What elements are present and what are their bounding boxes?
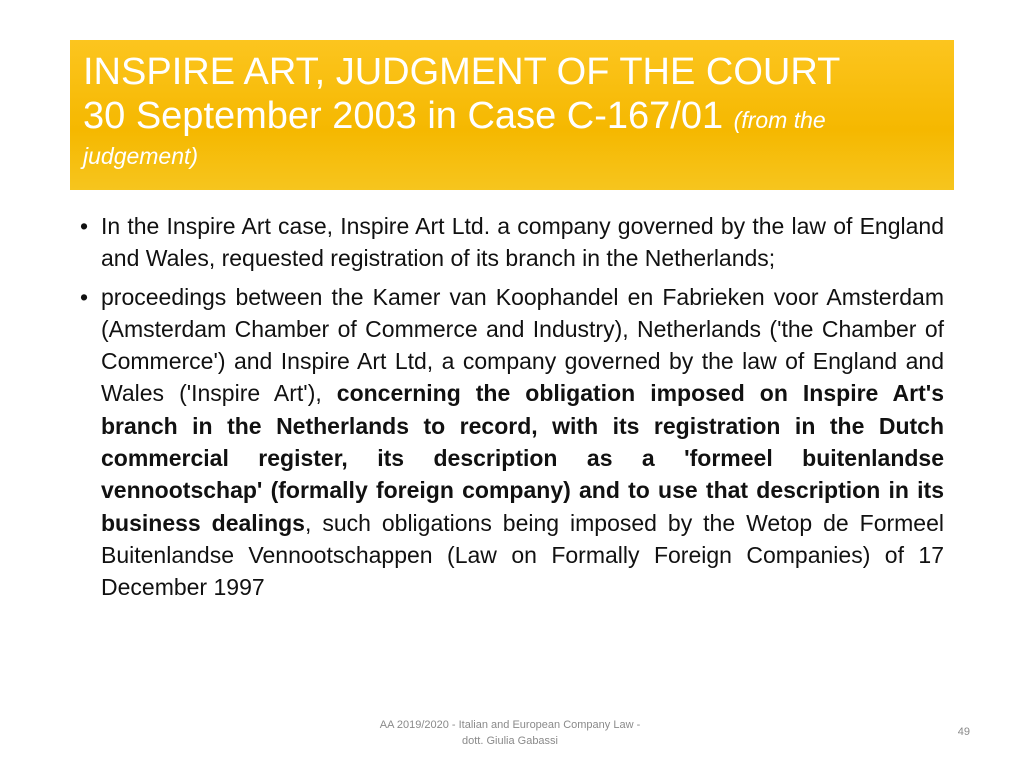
slide-content [78,210,944,610]
bullet-dot-icon: • [80,213,89,239]
footer-line-2: dott. Giulia Gabassi [462,735,558,747]
bullet-text-2-start: proceedings between the Kamer van Koophandel en Fabrieken voor Amsterdam (Amsterdam Chamber of Commerce and Industry), Netherlands ('the Chamber of Commerce') and Inspire Art Ltd, a company governed by the law of England and Wales ('Inspire Art'), [101,283,944,407]
bullet-text-2-bold: concerning the obligation imposed on Inspire Art's branch in the Netherlands to record, with its registration in the Dutch commercial register, its description as a 'formeel buitenlandse vennootschap' (formally foreign company) and to use that description in its business dealings [101,380,944,536]
bullet-item-1 [78,210,944,275]
title-line-2 [83,94,942,138]
footer-line-1: AA 2019/2020 - Italian and European Company Law - [379,719,641,731]
bullet-dot-icon: • [80,283,89,310]
footer-course-info [330,717,690,749]
title-date-case: 30 September 2003 in Case C-167/01 [83,95,724,137]
title-source-note-b: judgement) [83,143,199,169]
page-number: 49 [957,726,970,738]
title-box [70,40,954,190]
bullet-text-1: In the Inspire Art case, Inspire Art Ltd. a company governed by the law of England and Wales, requested registration of its branch in the Netherlands; [101,213,944,272]
title-line-1: INSPIRE ART, JUDGMENT OF THE COURT [83,51,841,93]
bullet-text-2-end: , such obligations being imposed by the Wetop de Formeel Buitenlandse Vennootschappen (Law on Formally Foreign Companies) of 17 December 1997 [101,509,944,601]
title-source-note-a: (from the [733,107,826,133]
bullet-item-2 [78,281,944,604]
